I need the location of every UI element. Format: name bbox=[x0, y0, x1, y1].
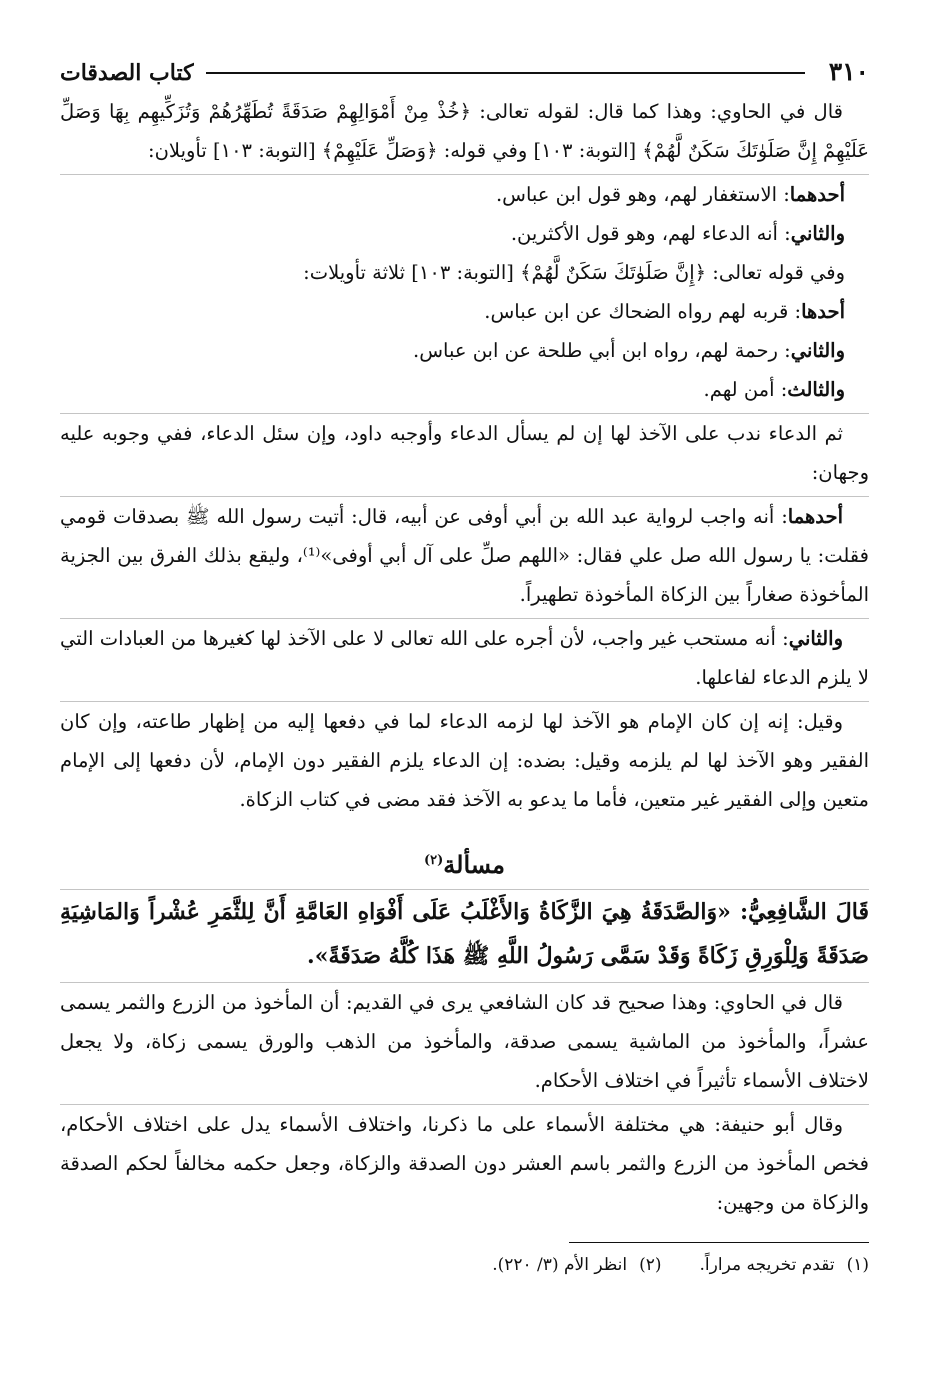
paragraph-lead: أحدهما bbox=[789, 183, 845, 206]
paragraph: ثم الدعاء ندب على الآخذ لها إن لم يسأل الدعاء وأوجبه داود، وإن سئل الدعاء، ففي وجوبه عليه وجهان: bbox=[60, 413, 869, 492]
paragraph-lead: أحدها bbox=[801, 300, 845, 323]
paragraph-text: : رحمة لهم، رواه ابن أبي طلحة عن ابن عباس. bbox=[413, 339, 791, 362]
paragraph-text: : أمن لهم. bbox=[703, 378, 788, 401]
footnote-rule bbox=[569, 1242, 869, 1243]
paragraph bbox=[60, 370, 869, 409]
paragraph-text: : أنه الدعاء لهم، وهو قول الأكثرين. bbox=[510, 222, 791, 245]
paragraph-text: : الاستغفار لهم، وهو قول ابن عباس. bbox=[495, 183, 790, 206]
header-rule bbox=[206, 72, 805, 74]
paragraph: وفي قوله تعالى: ﴿إِنَّ صَلَوٰتَكَ سَكَنٌ لَّهُمْ﴾ [التوبة: ١٠٣] ثلاثة تأويلات: bbox=[303, 261, 845, 284]
section-heading-text: مسألة bbox=[443, 850, 506, 879]
paragraph-lead: والثالث bbox=[787, 378, 845, 401]
footnote bbox=[492, 1251, 661, 1279]
paragraph: وقال أبو حنيفة: هي مختلفة الأسماء على ما ذكرنا، واختلاف الأسماء يدل على اختلاف الأحكام، فخص المأخوذ من الزرع والثمر باسم العشر دون الصدقة والزكاة، وجعل حكمه مخالفاً لحكم الصدقة والزكاة من وجهين: bbox=[60, 1104, 869, 1222]
main-text bbox=[60, 92, 869, 1222]
footnote-text: انظر الأم (٣/ ٢٢٠). bbox=[492, 1255, 628, 1275]
page-number: ٣١٠ bbox=[828, 57, 869, 86]
paragraph-text: : أنه مستحب غير واجب، لأن أجره على الله تعالى لا على الآخذ لها كغيرها من العبادات التي لا يلزم الدعاء لفاعلها. bbox=[60, 627, 869, 689]
footnotes bbox=[60, 1251, 869, 1279]
footnote-marker: (٢) bbox=[423, 853, 444, 868]
paragraph bbox=[60, 496, 869, 614]
paragraph bbox=[60, 618, 869, 697]
footnote bbox=[700, 1251, 869, 1279]
paragraph bbox=[60, 331, 869, 370]
book-title: كتاب الصدقات bbox=[60, 60, 194, 86]
paragraph-lead: والثاني bbox=[790, 222, 845, 245]
paragraph: وقيل: إنه إن كان الإمام هو الآخذ لها لزمه الدعاء لما في دفعها إليه من إظهار طاعته، وإن كان الفقير وهو الآخذ لها لم يلزمه وقيل: بضده: إن الدعاء يلزم الفقير دون الإمام، لأن دفعها إلى الإمام متعين وإلى الفقير غير متعين، فأما ما يدعو به الآخذ فقد مضى في كتاب الزكاة. bbox=[60, 701, 869, 819]
paragraph bbox=[60, 174, 869, 214]
paragraph: قال في الحاوي: وهذا كما قال: لقوله تعالى: ﴿خُذْ مِنْ أَمْوَالِهِمْ صَدَقَةً تُطَهِّرُهُمْ وَتُزَكِّيهِم بِهَا وَصَلِّ عَلَيْهِمْ إِنَّ صَلَوٰتَكَ سَكَنٌ لَّهُمْ﴾ [التوبة: ١٠٣] وفي قوله: ﴿وَصَلِّ عَلَيْهِمْ﴾ [التوبة: ١٠٣] تأويلان: bbox=[60, 100, 869, 162]
paragraph bbox=[60, 214, 869, 253]
paragraph-text: : قربه لهم رواه الضحاك عن ابن عباس. bbox=[484, 300, 802, 323]
paragraph-text: : أنه واجب لرواية عبد الله بن أبي أوفى عن أبيه، قال: أتيت رسول الله ﷺ بصدقات قومي فقلت: يا رسول الله صل علي فقال: «اللهم صلِّ على آل أبي أوفى»⁽¹⁾، وليقع بذلك الفرق بين الجزية المأخوذة صغاراً بين الزكاة المأخوذة تطهيراً. bbox=[60, 505, 869, 606]
footnote-text: تقدم تخريجه مراراً. bbox=[699, 1255, 835, 1275]
shafii-quote: قَالَ الشَّافِعِيُّ: «وَالصَّدَقَةُ هِيَ الزَّكَاةُ وَالأَغْلَبُ عَلَى أَفْوَاهِ العَامَّةِ أَنَّ لِلثَّمَرِ عُشْراً وَالمَاشِيَةِ صَدَقَةً وَلِلْوَرِقِ زَكَاةً وَقَدْ سَمَّى رَسُولُ اللَّهِ ﷺ هَذَا كُلَّهُ صَدَقَةً». bbox=[60, 889, 869, 978]
footnote-number: (١) bbox=[846, 1255, 869, 1275]
paragraph bbox=[60, 292, 869, 331]
paragraph-lead: والثاني bbox=[790, 339, 845, 362]
paragraph: قال في الحاوي: وهذا صحيح قد كان الشافعي يرى في القديم: أن المأخوذ من الزرع والثمر يسمى عشراً، والمأخوذ من الماشية يسمى صدقة، والمأخوذ من الذهب والورق يسمى زكاة، ولا يجعل لاختلاف الأسماء تأثيراً في اختلاف الأحكام. bbox=[60, 982, 869, 1100]
page-header bbox=[60, 46, 869, 86]
paragraph-lead: والثاني bbox=[788, 627, 843, 650]
footnote-number: (٢) bbox=[639, 1255, 662, 1275]
paragraph-lead: أحدهما bbox=[787, 505, 843, 528]
section-heading bbox=[60, 841, 869, 885]
